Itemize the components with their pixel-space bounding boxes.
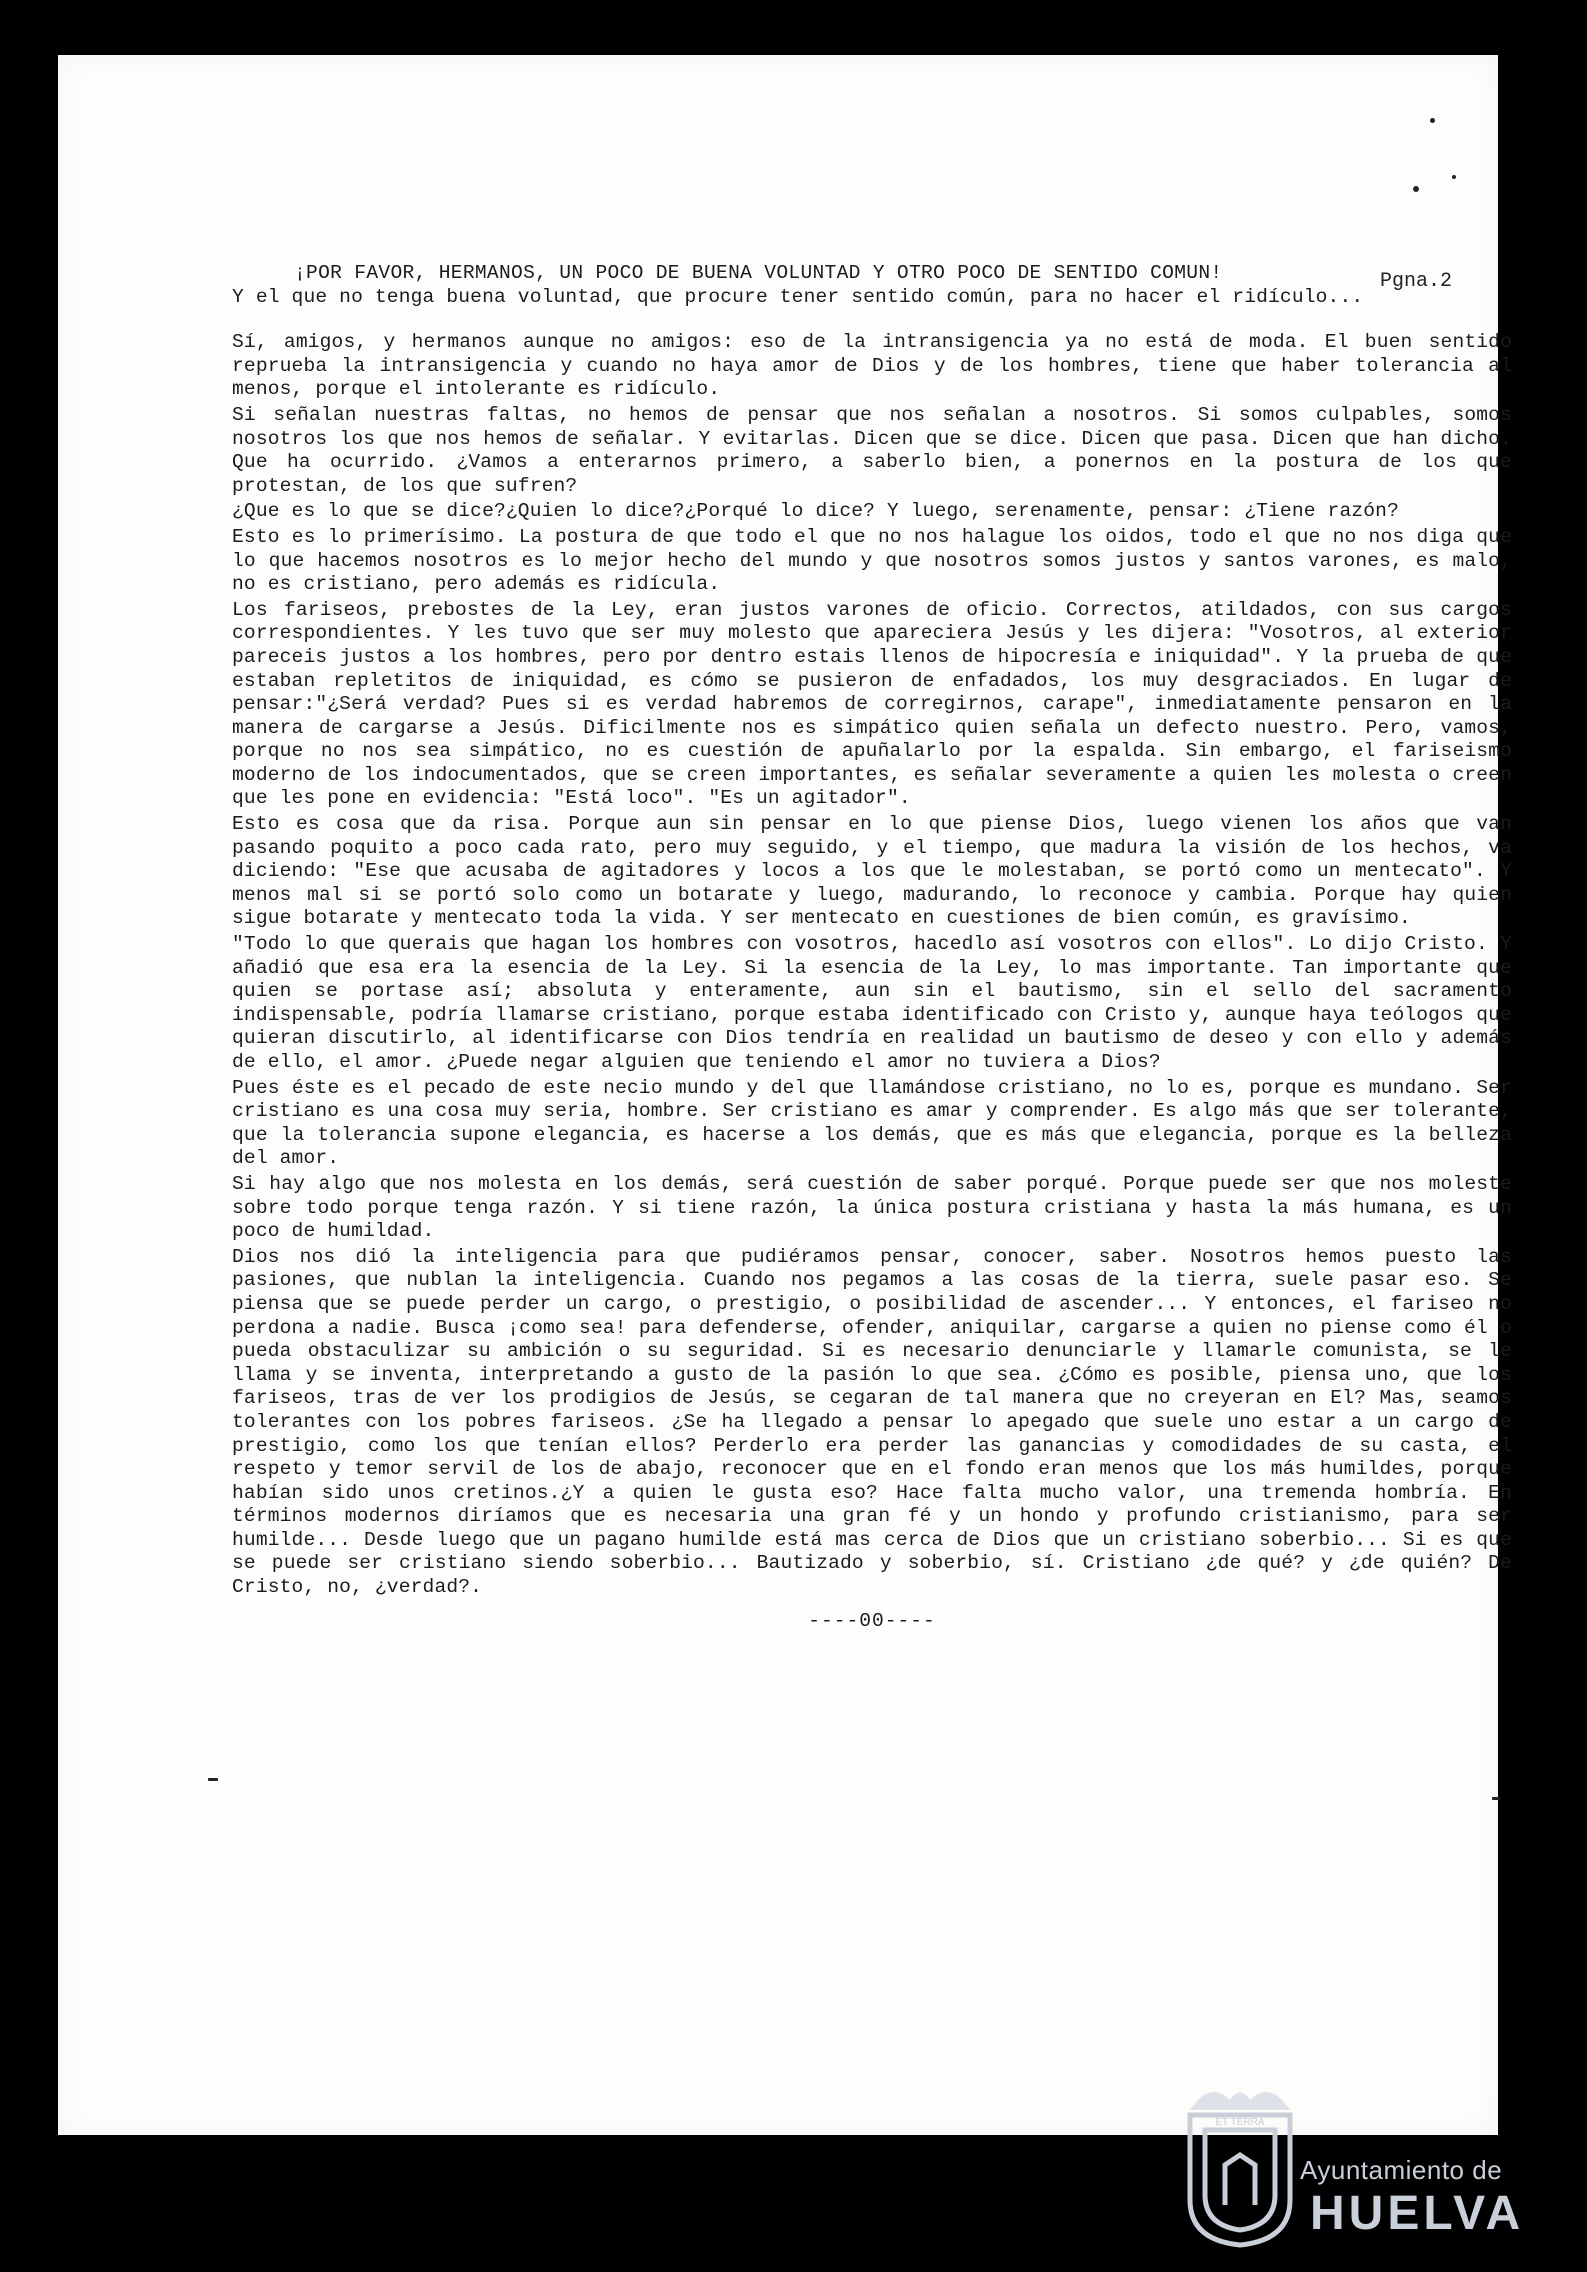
- ink-speck: [1430, 118, 1435, 123]
- ink-speck: [1452, 175, 1456, 179]
- ink-speck: [1413, 186, 1419, 192]
- paragraph: Si hay algo que nos molesta en los demás, será cuestión de saber porqué. Porque puede ser que nos moleste sobre todo porque tenga razón. Y si tiene razón, la única postura cristiana y hasta la más humana, es un poco de humildad.: [232, 1172, 1512, 1243]
- ink-speck: [1492, 1797, 1500, 1800]
- document-title: ¡POR FAVOR, HERMANOS, UN POCO DE BUENA VOLUNTAD Y OTRO POCO DE SENTIDO COMUN!: [294, 262, 1223, 284]
- paragraph: "Todo lo que querais que hagan los hombres con vosotros, hacedlo así vosotros con ellos". Lo dijo Cristo. Y añadió que esa era la esencia de la Ley. Si la esencia de la Ley, lo mas importante. Tan importante que quien se portase así; absoluta y enteramente, aun sin el bautismo, sin el sello del sacramento indispensable, podría llamarse cristiano, porque estaba identificado con Cristo y, aunque haya teólogos que quieran discutirlo, al identificarse con Dios tendría en realidad un bautismo de deseo y con ello y además de ello, el amor. ¿Puede negar alguien que teniendo el amor no tuviera a Dios?: [232, 933, 1512, 1073]
- paragraph: Si señalan nuestras faltas, no hemos de pensar que nos señalan a nosotros. Si somos culpables, somos nosotros los que nos hemos de señalar. Y evitarlas. Dicen que se dice. Dicen que pasa. Dicen que han dicho. Que ha ocurrido. ¿Vamos a enterarnos primero, a saberlo bien, a ponernos en la postura de los que protestan, de los que sufren?: [232, 403, 1512, 497]
- paragraph: Los fariseos, prebostes de la Ley, eran justos varones de oficio. Correctos, atildados, con sus cargos correspondientes. Y les tuvo que ser muy molesto que apareciera Jesús y les dijera: "Vosotros, al exterior pareceis justos a los hombres, pero por dentro estais llenos de hipocresía e iniquidad". Y la prueba de que estaban repletitos de iniquidad, es cómo se pusieron de enfadados, los muy desgraciados. En lugar de pensar:"¿Será verdad? Pues si es verdad habremos de corregirnos, carape", inmediatamente pensaron en la manera de cargarse a Jesús. Dificilmente nos es simpático quien señala un defecto nuestro. Pero, vamos, porque no nos sea simpático, no es cuestión de apuñalarlo por la espalda. Sin embargo, el fariseismo moderno de los indocumentados, que se creen importantes, es señalar severamente a quien les molesta o creen que les pone en evidencia: "Está loco". "Es un agitador".: [232, 598, 1512, 810]
- page-number: Pgna.2: [1380, 270, 1453, 293]
- paragraph: Pues éste es el pecado de este necio mundo y del que llamándose cristiano, no lo es, porque es mundano. Ser cristiano es una cosa muy seria, hombre. Ser cristiano es amar y comprender. Es algo más que ser tolerante, que la tolerancia supone elegancia, es hacerse a los demás, que es más que elegancia, porque es la belleza del amor.: [232, 1076, 1512, 1170]
- separator: ----00----: [808, 1609, 936, 1632]
- paragraph: ¿Que es lo que se dice?¿Quien lo dice?¿Porqué lo dice? Y luego, serenamente, pensar: ¿Tiene razón?: [232, 500, 1399, 523]
- paragraph: Sí, amigos, y hermanos aunque no amigos: eso de la intransigencia ya no está de moda. El buen sentido reprueba la intransigencia y cuando no haya amor de Dios y de los hombres, tiene que haber tolerancia al menos, porque el intolerante es ridículo.: [232, 331, 1512, 401]
- intro-line: Y el que no tenga buena voluntad, que procure tener sentido común, para no hacer el ridículo...: [232, 285, 1364, 308]
- typed-text: [232, 262, 1512, 1633]
- watermark-line2: HUELVA: [1310, 2187, 1525, 2240]
- ink-speck: [208, 1778, 218, 1781]
- shield-text: ET TERRA: [1215, 2117, 1265, 2128]
- paragraph: Dios nos dió la inteligencia para que pudiéramos pensar, conocer, saber. Nosotros hemos puesto las pasiones, que nublan la inteligencia. Cuando nos pegamos a las cosas de la tierra, suele pasar eso. Se piensa que se puede perder un cargo, o prestigio, o posibilidad de ascender... Y entonces, el fariseo no perdona a nadie. Busca ¡como sea! para defenderse, ofender, aniquilar, cargarse a quien no piense como él o pueda obstaculizar su ambición o su seguridad. Si es necesario denunciarle y llamarle comunista, se le llama y se inventa, interpretando a gusto de la pasión lo que sea. ¿Cómo es posible, piensa uno, que los fariseos, tras de ver los prodigios de Jesús, se cegaran de tal manera que no creyeran en El? Mas, seamos tolerantes con los pobres fariseos. ¿Se ha llegado a pensar lo apegado que suele uno estar a un cargo de prestigio, como los que tenían ellos? Perderlo era perder las ganancias y comodidades de su casta, el respeto y temor servil de los de abajo, reconocer que en el fondo eran menos que los más humildes, porque habían sido unos cretinos.¿Y a quien le gusta eso? Hace falta mucho valor, una tremenda hombría. En términos modernos diríamos que es necesaria una gran fé y un hondo y profundo cristianismo, para ser humilde... Desde luego que un pagano humilde está mas cerca de Dios que un cristiano soberbio... Si es que se puede ser cristiano siendo soberbio... Bautizado y soberbio, sí. Cristiano ¿de qué? y ¿de quién? De Cristo, no, ¿verdad?.: [232, 1245, 1512, 1599]
- paragraph: Esto es lo primerísimo. La postura de que todo el que no nos halague los oidos, todo el que no nos diga que lo que hacemos nosotros es lo mejor hecho del mundo y que nosotros somos justos y santos varones, es malo, no es cristiano, pero además es ridícula.: [232, 525, 1512, 596]
- paragraph: Esto es cosa que da risa. Porque aun sin pensar en lo que piense Dios, luego vienen los años que van pasando poquito a poco cada rato, pero muy seguido, y el tiempo, que madura la visión de los hechos, va diciendo: "Ese que acusaba de agitadores y locos a los que le molestaban, se portó como un mentecato". Y menos mal si se portó solo como un botarate y luego, madurando, lo reconoce y cambia. Porque hay quien sigue botarate y mentecato toda la vida. Y ser mentecato en cuestiones de bien común, es gravísimo.: [232, 813, 1512, 930]
- watermark-line1: Ayuntamiento de: [1300, 2155, 1503, 2185]
